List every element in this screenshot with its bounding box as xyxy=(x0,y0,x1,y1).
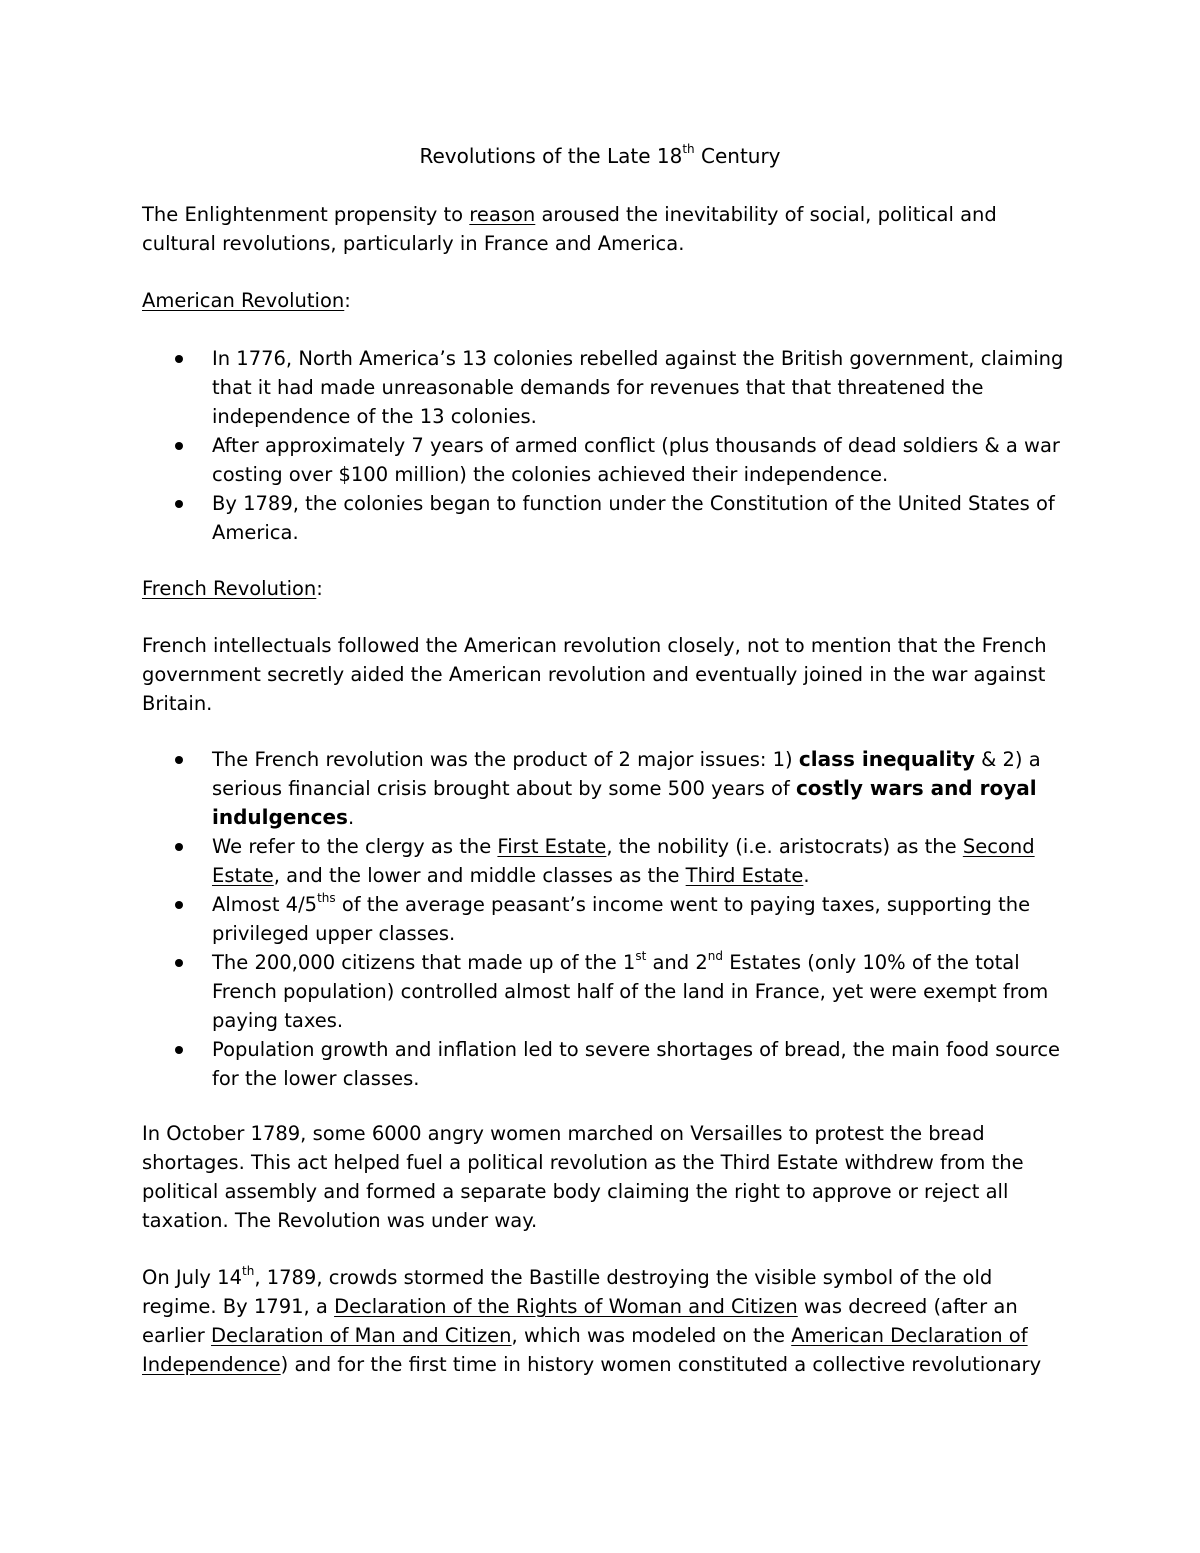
bullet-icon xyxy=(175,355,183,363)
bullet-icon xyxy=(175,500,183,508)
bullet-icon xyxy=(175,901,183,909)
october-paragraph: In October 1789, some 6000 angry women marched on Versailles to protest the bread shortages. This act helped fuel a political revolution as the Third Estate withdrew from the political assembly and formed a separate body claiming the right to approve or reject all taxation. The Revolution was under way. xyxy=(142,1122,1024,1232)
list-item: Population growth and inflation led to severe shortages of bread, the main food source for the lower classes. xyxy=(142,1035,1072,1093)
bullet-icon xyxy=(175,1046,183,1054)
list-item: In 1776, North America’s 13 colonies rebelled against the British government, claiming that it had made unreasonable demands for revenues that that threatened the independence of the 13 colonies. xyxy=(142,344,1072,431)
french-intro-paragraph: French intellectuals followed the American revolution closely, not to mention that the French government secretly aided the American revolution and eventually joined in the war against Britain. xyxy=(142,634,1047,715)
list-item: By 1789, the colonies began to function under the Constitution of the United States of America. xyxy=(142,489,1072,547)
list-item: The French revolution was the product of 2 major issues: 1) class inequality & 2) a serious financial crisis brought about by some 500 years of costly wars and royal indulgences. xyxy=(142,745,1072,832)
july-paragraph: On July 14th, 1789, crowds stormed the Bastille destroying the visible symbol of the old regime. By 1791, a Declaration of the Rights of Woman and Citizen was decreed (after an earlier Declaration of Man and Citizen, which was modeled on the American Declaration of Independence) and for the first time in history women constituted a collective revolutionary xyxy=(142,1263,1042,1376)
bullet-icon xyxy=(175,959,183,967)
bullet-icon xyxy=(175,843,183,851)
list-item: Almost $4/5^{ths}$ of the average peasant’s income went to paying taxes, supporting the privileged upper classes. xyxy=(142,890,1072,948)
intro-paragraph: The Enlightenment propensity to reason aroused the inevitability of social, political and cultural revolutions, particularly in France and America. xyxy=(142,203,997,255)
french-bullet-list xyxy=(142,745,1072,1093)
french-revolution-heading: French Revolution: xyxy=(142,577,323,600)
list-item: After approximately 7 years of armed conflict (plus thousands of dead soldiers & a war costing over $100 million) the colonies achieved their independence. xyxy=(142,431,1072,489)
bullet-icon xyxy=(175,442,183,450)
reason-term: reason xyxy=(469,203,536,226)
page-title: Revolutions of the Late 18th Century xyxy=(419,142,781,168)
american-revolution-heading: American Revolution: xyxy=(142,289,351,312)
list-item: The 200,000 citizens that made up of the 1st and 2nd Estates (only 10% of the total French population) controlled almost half of the land in France, yet were exempt from paying taxes. xyxy=(142,948,1072,1035)
american-bullet-list xyxy=(142,344,1072,547)
list-item: We refer to the clergy as the First Estate, the nobility (i.e. aristocrats) as the Second Estate, and the lower and middle classes as the Third Estate. xyxy=(142,832,1072,890)
bullet-icon xyxy=(175,756,183,764)
